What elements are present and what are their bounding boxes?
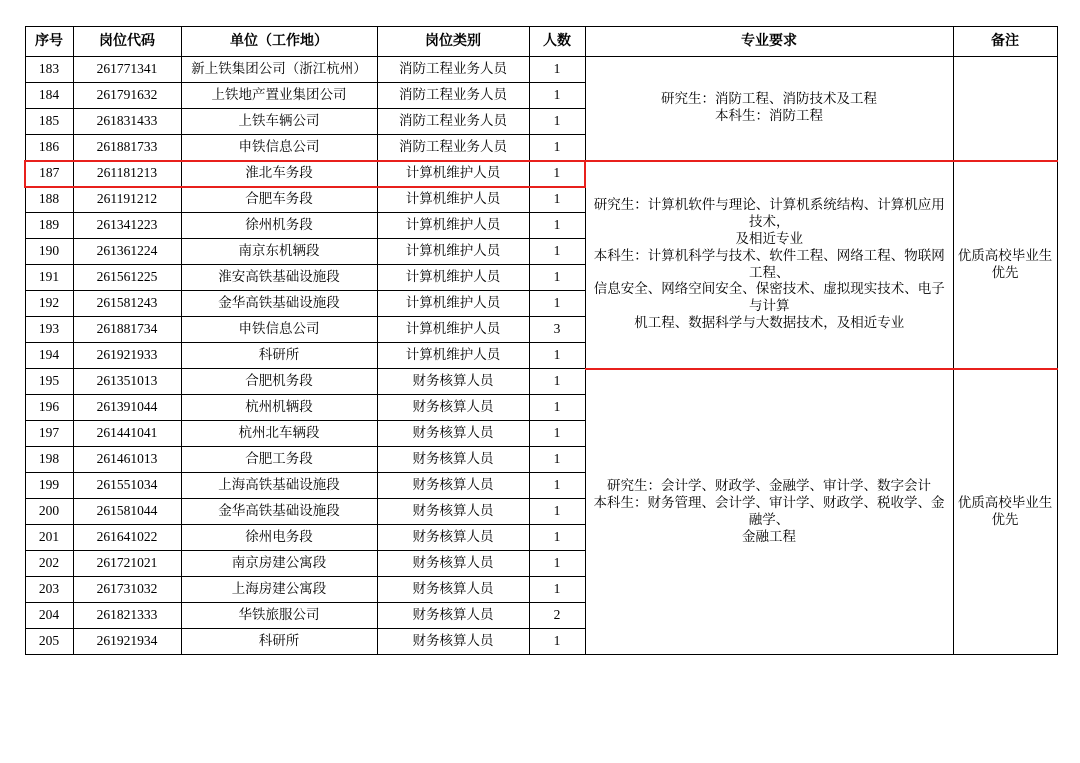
- cell-seq: 183: [25, 57, 73, 83]
- cell-seq: 205: [25, 629, 73, 655]
- cell-code: 261881733: [73, 135, 181, 161]
- cell-type: 计算机维护人员: [377, 343, 529, 369]
- cell-count: 1: [529, 187, 585, 213]
- cell-count: 1: [529, 551, 585, 577]
- cell-code: 261441041: [73, 421, 181, 447]
- table-body: [25, 57, 1057, 655]
- cell-seq: 199: [25, 473, 73, 499]
- cell-type: 财务核算人员: [377, 577, 529, 603]
- cell-note: [953, 57, 1057, 161]
- cell-type: 消防工程业务人员: [377, 83, 529, 109]
- cell-count: 1: [529, 291, 585, 317]
- cell-unit: 徐州机务段: [181, 213, 377, 239]
- cell-code: 261821333: [73, 603, 181, 629]
- cell-type: 计算机维护人员: [377, 161, 529, 187]
- cell-code: 261181213: [73, 161, 181, 187]
- cell-code: 261641022: [73, 525, 181, 551]
- cell-count: 1: [529, 577, 585, 603]
- major-requirement-line: 机工程、数据科学与大数据技术，及相近专业: [634, 315, 905, 331]
- column-header-note: 备注: [953, 27, 1057, 57]
- cell-code: 261581243: [73, 291, 181, 317]
- cell-seq: 193: [25, 317, 73, 343]
- cell-type: 财务核算人员: [377, 603, 529, 629]
- cell-count: 1: [529, 239, 585, 265]
- cell-count: 1: [529, 525, 585, 551]
- cell-unit: 华铁旅服公司: [181, 603, 377, 629]
- cell-unit: 南京东机辆段: [181, 239, 377, 265]
- cell-unit: 上海高铁基础设施段: [181, 473, 377, 499]
- column-header-type: 岗位类别: [377, 27, 529, 57]
- cell-count: 1: [529, 629, 585, 655]
- cell-seq: 188: [25, 187, 73, 213]
- cell-seq: 191: [25, 265, 73, 291]
- cell-type: 计算机维护人员: [377, 317, 529, 343]
- column-header-major: 专业要求: [585, 27, 953, 57]
- cell-type: 消防工程业务人员: [377, 109, 529, 135]
- major-requirement-line: 研究生：消防工程、消防技术及工程: [661, 91, 877, 107]
- cell-unit: 徐州电务段: [181, 525, 377, 551]
- cell-count: 1: [529, 395, 585, 421]
- column-header-unit: 单位（工作地）: [181, 27, 377, 57]
- cell-unit: 科研所: [181, 343, 377, 369]
- cell-count: 2: [529, 603, 585, 629]
- cell-seq: 198: [25, 447, 73, 473]
- cell-unit: 新上铁集团公司（浙江杭州）: [181, 57, 377, 83]
- major-requirement-line: 金融工程: [742, 528, 796, 544]
- cell-type: 财务核算人员: [377, 551, 529, 577]
- cell-type: 计算机维护人员: [377, 239, 529, 265]
- major-requirement-line: 本科生：消防工程: [715, 108, 823, 124]
- cell-unit: 上海房建公寓段: [181, 577, 377, 603]
- cell-type: 财务核算人员: [377, 395, 529, 421]
- cell-seq: 200: [25, 499, 73, 525]
- column-header-code: 岗位代码: [73, 27, 181, 57]
- cell-unit: 合肥车务段: [181, 187, 377, 213]
- cell-unit: 合肥工务段: [181, 447, 377, 473]
- cell-unit: 杭州机辆段: [181, 395, 377, 421]
- cell-unit: 合肥机务段: [181, 369, 377, 395]
- major-requirement-line: 及相近专业: [735, 230, 803, 246]
- cell-code: 261461013: [73, 447, 181, 473]
- cell-seq: 203: [25, 577, 73, 603]
- major-requirement-line: 本科生：计算机科学与技术、软件工程、网络工程、物联网工程、: [593, 247, 945, 280]
- cell-unit: 南京房建公寓段: [181, 551, 377, 577]
- cell-type: 消防工程业务人员: [377, 135, 529, 161]
- cell-count: 1: [529, 499, 585, 525]
- cell-note: 优质高校毕业生优先: [953, 369, 1057, 655]
- cell-seq: 185: [25, 109, 73, 135]
- cell-unit: 杭州北车辆段: [181, 421, 377, 447]
- cell-count: 1: [529, 161, 585, 187]
- cell-count: 1: [529, 57, 585, 83]
- cell-unit: 金华高铁基础设施段: [181, 291, 377, 317]
- cell-code: 261831433: [73, 109, 181, 135]
- major-requirement-line: 信息安全、网络空间安全、保密技术、虚拟现实技术、电子与计算: [593, 281, 945, 314]
- cell-count: 1: [529, 343, 585, 369]
- cell-code: 261341223: [73, 213, 181, 239]
- cell-code: 261921933: [73, 343, 181, 369]
- cell-code: 261191212: [73, 187, 181, 213]
- cell-seq: 186: [25, 135, 73, 161]
- cell-major-requirement: [585, 161, 953, 369]
- cell-seq: 194: [25, 343, 73, 369]
- cell-seq: 195: [25, 369, 73, 395]
- cell-seq: 202: [25, 551, 73, 577]
- cell-seq: 192: [25, 291, 73, 317]
- cell-seq: 196: [25, 395, 73, 421]
- table-header-row: [25, 27, 1057, 57]
- cell-code: 261361224: [73, 239, 181, 265]
- cell-count: 1: [529, 265, 585, 291]
- cell-code: 261881734: [73, 317, 181, 343]
- cell-type: 消防工程业务人员: [377, 57, 529, 83]
- cell-type: 财务核算人员: [377, 369, 529, 395]
- table-header: [25, 27, 1057, 57]
- cell-code: 261351013: [73, 369, 181, 395]
- major-requirement-line: 研究生：会计学、财政学、金融学、审计学、数字会计: [607, 478, 931, 493]
- cell-unit: 上铁地产置业集团公司: [181, 83, 377, 109]
- cell-unit: 金华高铁基础设施段: [181, 499, 377, 525]
- cell-unit: 申铁信息公司: [181, 135, 377, 161]
- major-requirement-line: 研究生：计算机软件与理论、计算机系统结构、计算机应用技术，: [593, 197, 945, 229]
- cell-seq: 204: [25, 603, 73, 629]
- cell-count: 1: [529, 213, 585, 239]
- cell-seq: 201: [25, 525, 73, 551]
- cell-unit: 申铁信息公司: [181, 317, 377, 343]
- cell-seq: 197: [25, 421, 73, 447]
- cell-code: 261551034: [73, 473, 181, 499]
- cell-type: 计算机维护人员: [377, 213, 529, 239]
- cell-type: 财务核算人员: [377, 447, 529, 473]
- cell-code: 261791632: [73, 83, 181, 109]
- cell-seq: 187: [25, 161, 73, 187]
- cell-type: 计算机维护人员: [377, 187, 529, 213]
- cell-seq: 189: [25, 213, 73, 239]
- cell-type: 计算机维护人员: [377, 291, 529, 317]
- cell-unit: 科研所: [181, 629, 377, 655]
- cell-type: 财务核算人员: [377, 499, 529, 525]
- cell-type: 财务核算人员: [377, 421, 529, 447]
- cell-count: 1: [529, 421, 585, 447]
- cell-unit: 淮安高铁基础设施段: [181, 265, 377, 291]
- cell-type: 计算机维护人员: [377, 265, 529, 291]
- cell-count: 1: [529, 447, 585, 473]
- cell-type: 财务核算人员: [377, 525, 529, 551]
- cell-seq: 184: [25, 83, 73, 109]
- job-positions-table: [24, 26, 1058, 655]
- cell-count: 1: [529, 369, 585, 395]
- cell-count: 1: [529, 83, 585, 109]
- cell-unit: 淮北车务段: [181, 161, 377, 187]
- cell-count: 1: [529, 109, 585, 135]
- table-row: [25, 369, 1057, 395]
- cell-code: 261391044: [73, 395, 181, 421]
- cell-code: 261561225: [73, 265, 181, 291]
- cell-note: 优质高校毕业生优先: [953, 161, 1057, 369]
- table-row: [25, 161, 1057, 187]
- column-header-seq: 序号: [25, 27, 73, 57]
- cell-count: 1: [529, 135, 585, 161]
- cell-major-requirement: [585, 57, 953, 161]
- cell-code: 261721021: [73, 551, 181, 577]
- cell-code: 261771341: [73, 57, 181, 83]
- cell-count: 1: [529, 473, 585, 499]
- cell-seq: 190: [25, 239, 73, 265]
- cell-type: 财务核算人员: [377, 629, 529, 655]
- cell-code: 261581044: [73, 499, 181, 525]
- major-requirement-line: 本科生：财务管理、会计学、审计学、财政学、税收学、金融学、: [593, 494, 945, 527]
- cell-count: 3: [529, 317, 585, 343]
- cell-major-requirement: [585, 369, 953, 655]
- column-header-count: 人数: [529, 27, 585, 57]
- cell-type: 财务核算人员: [377, 473, 529, 499]
- cell-code: 261731032: [73, 577, 181, 603]
- table-row: [25, 57, 1057, 83]
- cell-code: 261921934: [73, 629, 181, 655]
- cell-unit: 上铁车辆公司: [181, 109, 377, 135]
